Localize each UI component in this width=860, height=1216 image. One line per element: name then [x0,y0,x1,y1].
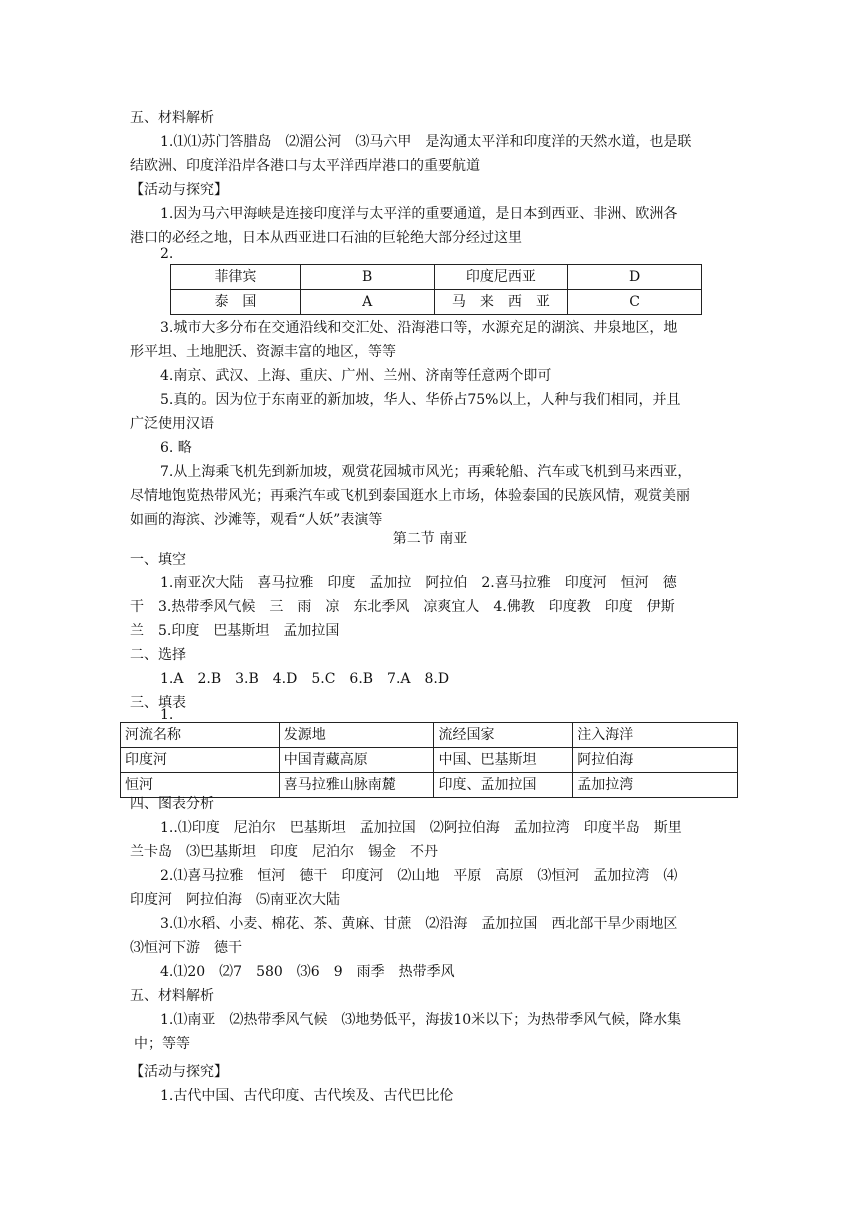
answer-line: 3.⑴水稻、小麦、棉花、茶、黄麻、甘蔗 ⑵沿海 孟加拉国 西北部干旱少雨地区 [160,916,678,932]
table-cell: 泰 国 [171,290,301,315]
answer-line: 3.城市大多分布在交通沿线和交汇处、沿海港口等，水源充足的湖滨、井泉地区，地 [160,320,678,336]
answer-line: 1.南亚次大陆 喜马拉雅 印度 孟加拉 阿拉伯 2.喜马拉雅 印度河 恒河 德 [160,575,677,591]
table-cell: D [568,265,702,290]
answer-line: 尽情地饱览热带风光；再乘汽车或飞机到泰国逛水上市场，体验泰国的民族风情，观赏美丽 [130,488,690,504]
table-cell: 阿拉伯海 [573,748,738,773]
table-cell: 恒河 [121,773,280,798]
table-row [171,290,702,315]
answer-line: 广泛使用汉语 [130,416,214,432]
answer-line: 6. 略 [160,440,192,456]
heading-material-analysis: 五、材料解析 [130,110,214,126]
answer-line: 1. [160,707,174,723]
answer-line: 2.⑴喜马拉雅 恒河 德干 印度河 ⑵山地 平原 高原 ⑶恒河 孟加拉湾 ⑷ [160,868,678,884]
answer-line: 干 3.热带季风气候 三 雨 凉 东北季风 凉爽宜人 4.佛教 印度教 印度 伊斯 [130,599,675,615]
heading-material-analysis: 五、材料解析 [130,988,214,1004]
table-cell: 菲律宾 [171,265,301,290]
answer-line: 7.从上海乘飞机先到新加坡，观赏花园城市风光；再乘轮船、汽车或飞机到马来西亚， [160,464,692,480]
table-row [121,748,738,773]
answer-line: 1..⑴印度 尼泊尔 巴基斯坦 孟加拉国 ⑵阿拉伯海 孟加拉湾 印度半岛 斯里 [160,820,682,836]
table-cell: 发源地 [279,723,434,748]
answer-line: 1.⑴⑴苏门答腊岛 ⑵湄公河 ⑶马六甲 是沟通太平洋和印度洋的天然水道，也是联 [160,134,692,150]
table-cell: 中国青藏高原 [279,748,434,773]
table-cell: 流经国家 [434,723,573,748]
answer-line: 1.A 2.B 3.B 4.D 5.C 6.B 7.A 8.D [160,671,450,687]
table-cell: 注入海洋 [573,723,738,748]
table-cell: 河流名称 [121,723,280,748]
table-cell: A [300,290,434,315]
heading-fill-blank: 一、填空 [130,552,186,568]
answer-line: 1.因为马六甲海峡是连接印度洋与太平洋的重要通道，是日本到西亚、非洲、欧洲各 [160,206,678,222]
answer-line: 印度河 阿拉伯海 ⑸南亚次大陆 [130,892,340,908]
answer-line: 如画的海滨、沙滩等，观看“人妖”表演等 [130,512,383,528]
answer-line: ⑶恒河下游 德干 [130,940,242,956]
table-cell: B [300,265,434,290]
river-table [120,722,738,798]
table-cell: 印度河 [121,748,280,773]
heading-fill-table: 三、填表 [130,695,186,711]
table-cell: C [568,290,702,315]
answer-line: 港口的必经之地，日本从西亚进口石油的巨轮绝大部分经过这里 [130,230,522,246]
answer-line: 形平坦、土地肥沃、资源丰富的地区，等等 [130,344,396,360]
heading-activity: 【活动与探究】 [130,1064,228,1080]
table-cell: 喜马拉雅山脉南麓 [279,773,434,798]
table-row [121,723,738,748]
answer-line: 中；等等 [134,1036,190,1052]
country-letter-table [170,264,702,315]
table-row [171,265,702,290]
answer-line: 兰 5.印度 巴基斯坦 孟加拉国 [130,623,340,639]
table-cell: 孟加拉湾 [573,773,738,798]
section-title: 第二节 南亚 [392,531,468,547]
heading-choice: 二、选择 [130,647,186,663]
table-cell: 印度、孟加拉国 [434,773,573,798]
answer-line: 2. [160,246,174,262]
table-cell: 印度尼西亚 [434,265,568,290]
table-cell: 中国、巴基斯坦 [434,748,573,773]
answer-line: 兰卡岛 ⑶巴基斯坦 印度 尼泊尔 锡金 不丹 [130,844,438,860]
answer-line: 4.南京、武汉、上海、重庆、广州、兰州、济南等任意两个即可 [160,368,552,384]
table-cell: 马 来 西 亚 [434,290,568,315]
heading-activity: 【活动与探究】 [130,182,228,198]
answer-line: 5.真的。因为位于东南亚的新加坡，华人、华侨占75%以上，人种与我们相同，并且 [160,392,681,408]
heading-chart-analysis: 四、图表分析 [130,796,214,812]
answer-line: 1.⑴南亚 ⑵热带季风气候 ⑶地势低平，海拔10米以下；为热带季风气候，降水集 [160,1012,682,1028]
answer-line: 4.⑴20 ⑵7 580 ⑶6 9 雨季 热带季风 [160,964,455,980]
answer-line: 结欧洲、印度洋沿岸各港口与太平洋西岸港口的重要航道 [130,158,480,174]
answer-line: 1.古代中国、古代印度、古代埃及、古代巴比伦 [160,1088,454,1104]
